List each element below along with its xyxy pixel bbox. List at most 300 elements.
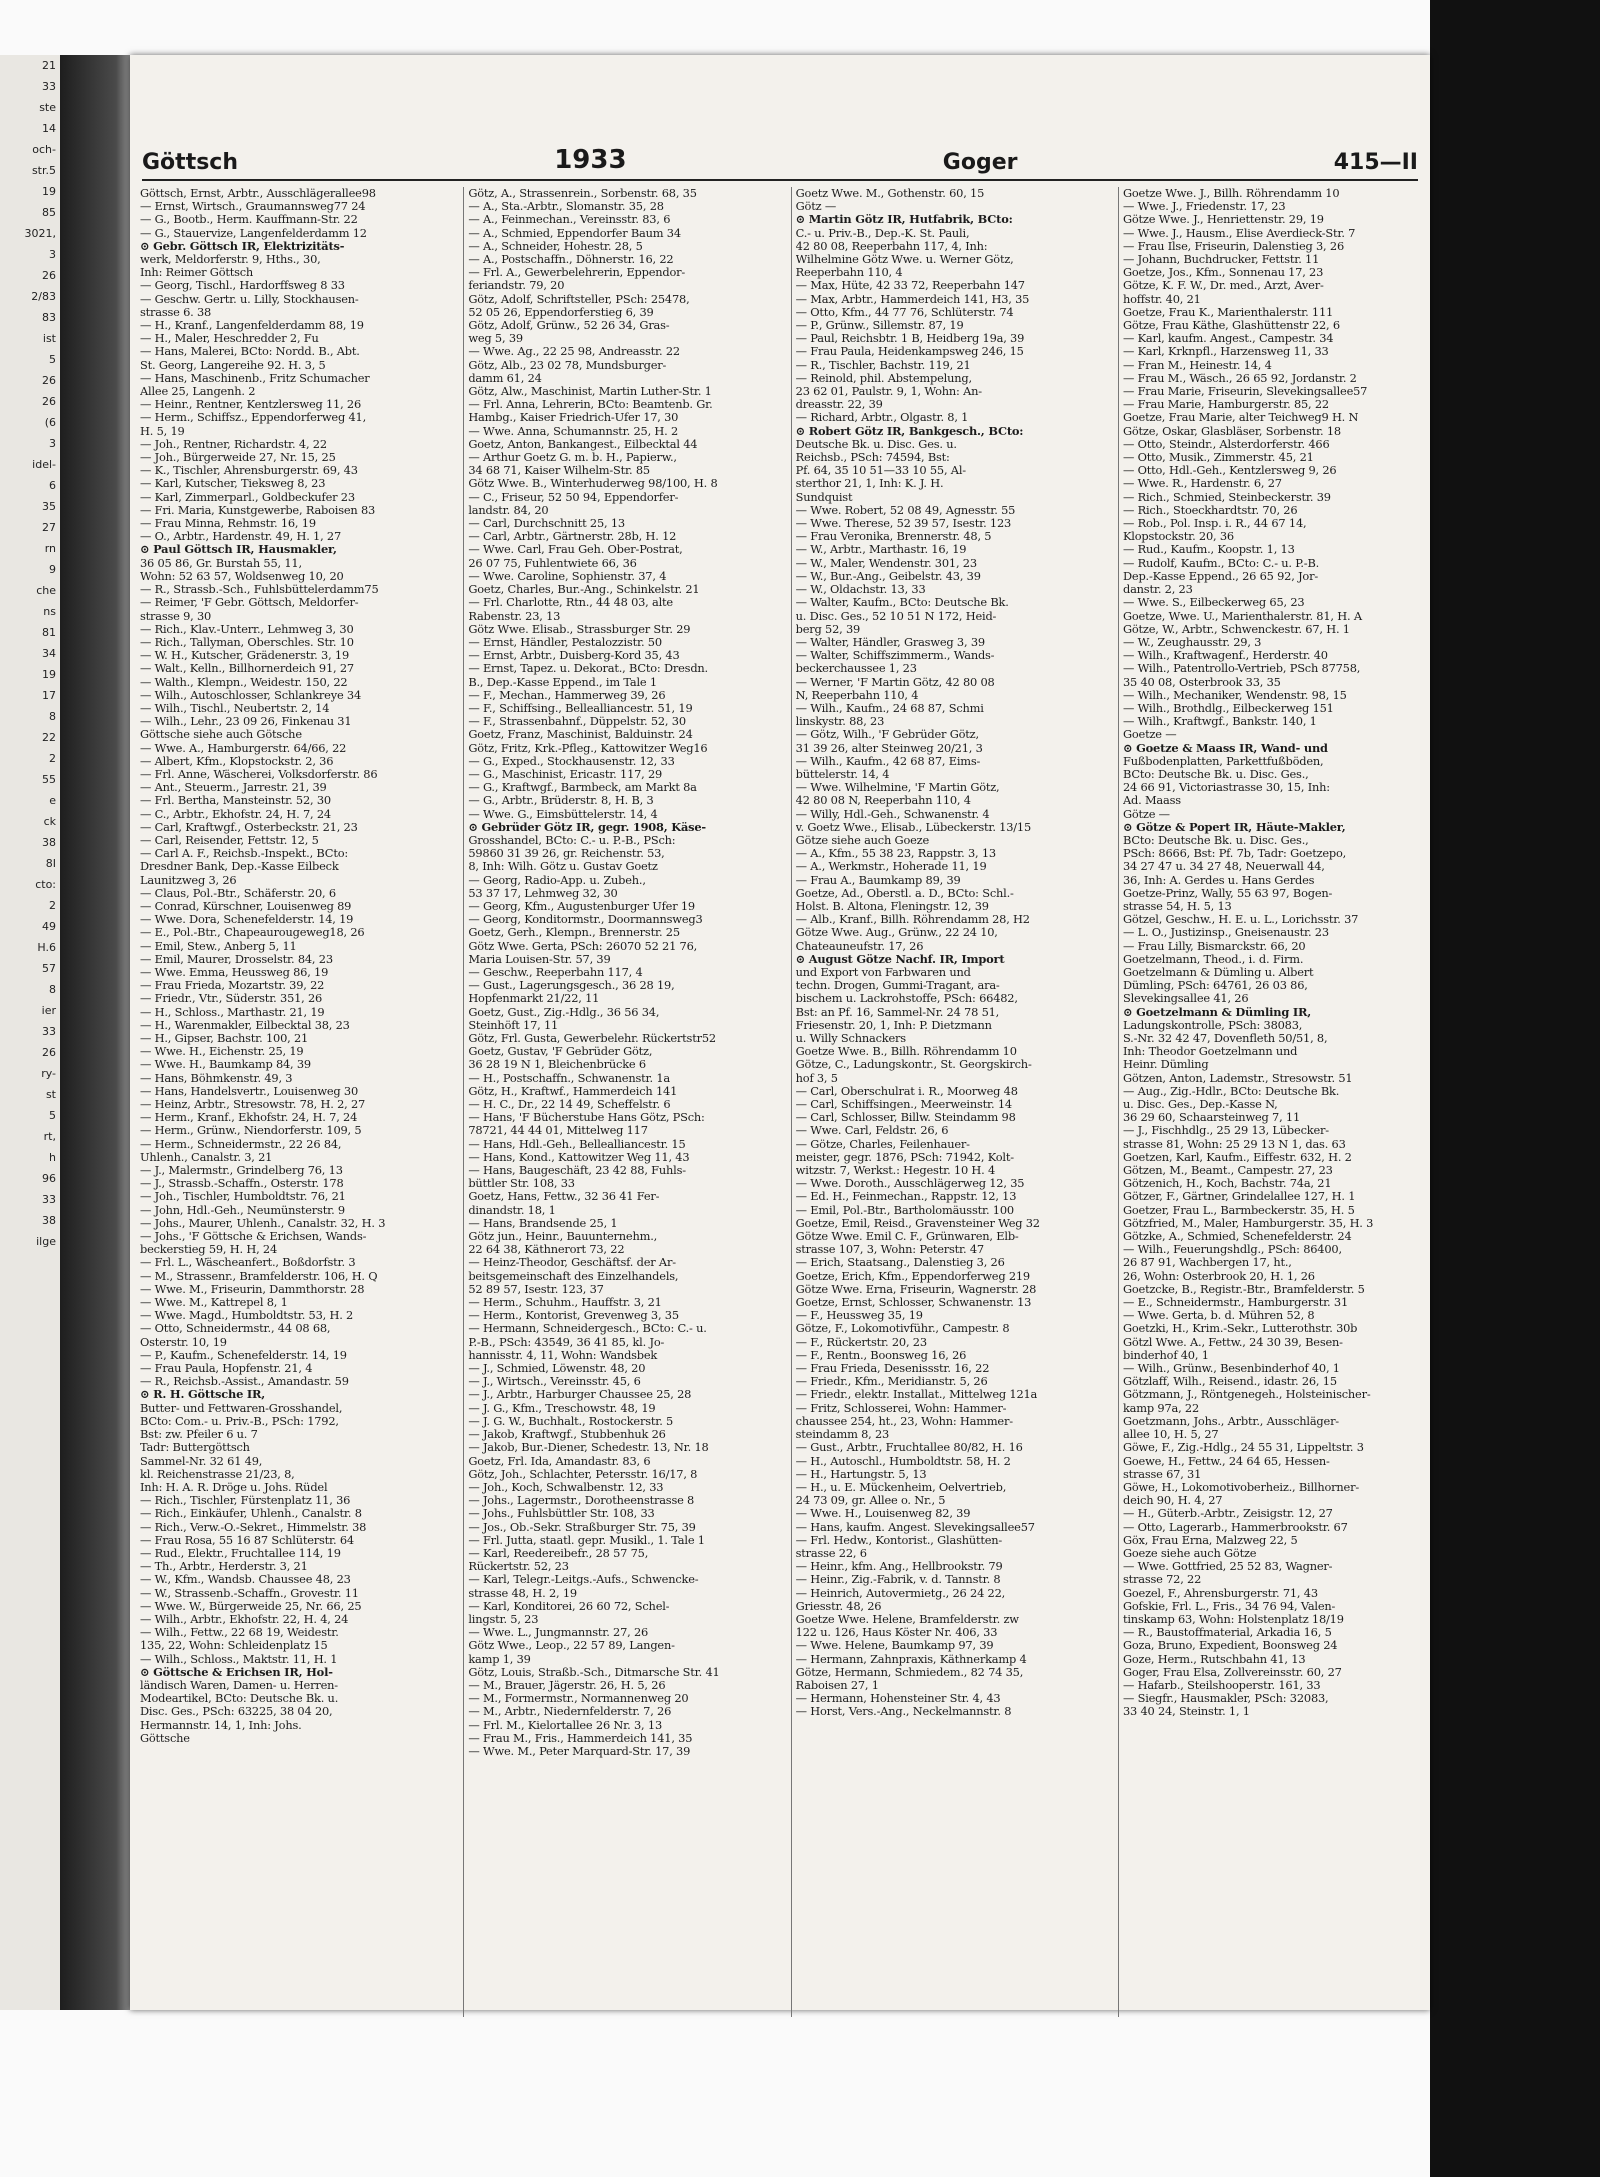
directory-page: [130, 55, 1430, 2010]
directory-entry: 31 39 26, alter Steinweg 20/21, 3: [795, 741, 983, 755]
directory-entry: — Karl, kaufm. Angest., Campestr. 34: [1122, 332, 1334, 346]
directory-entry: — Frl. Jutta, staatl. gepr. Musikl., 1. Tale 1: [468, 1533, 705, 1547]
directory-entry: Modeartikel, BCto: Deutsche Bk. u.: [140, 1692, 339, 1706]
directory-entry: — Wwe. H., Baumkamp 84, 39: [140, 1058, 311, 1072]
directory-entry: — A., Werkmstr., Hoherade 11, 19: [795, 860, 987, 874]
directory-entry: — Ed. H., Feinmechan., Rappstr. 12, 13: [795, 1190, 1017, 1204]
directory-entry: ⊙ Goetze & Maass IR, Wand- und: [1122, 741, 1328, 755]
margin-fragment: 6: [49, 479, 56, 492]
directory-entry: — W., Bur.-Ang., Geibelstr. 43, 39: [795, 569, 981, 583]
directory-entry: — Götze, Charles, Feilenhauer-: [795, 1137, 970, 1151]
directory-entry: allee 10, H. 5, 27: [1122, 1428, 1219, 1442]
directory-entry: — Johs., Lagermstr., Dorotheenstrasse 8: [468, 1494, 695, 1508]
directory-entry: — W., Kfm., Wandsb. Chaussee 48, 23: [140, 1573, 351, 1587]
directory-entry: — Ernst, Tapez. u. Dekorat., BCto: Dresdn.: [468, 662, 708, 676]
directory-entry: 26 87 91, Wachbergen 17, ht.,: [1122, 1256, 1292, 1270]
directory-entry: — W., Maler, Wendenstr. 301, 23: [795, 556, 977, 570]
directory-entry: — Hans, Baugeschäft, 23 42 88, Fuhls-: [468, 1164, 686, 1178]
directory-entry: — Hans, Hdl.-Geh., Bellealliancestr. 15: [468, 1137, 686, 1151]
directory-entry: — Erich, Staatsang., Dalenstieg 3, 26: [795, 1256, 1005, 1270]
directory-entry: steindamm 8, 23: [795, 1428, 890, 1442]
directory-entry: Götze siehe auch Goeze: [795, 833, 929, 847]
directory-entry: — Max, Arbtr., Hammerdeich 141, H3, 35: [795, 292, 1030, 306]
directory-entry: — Wilh., Fettw., 22 68 19, Weidestr.: [140, 1626, 339, 1640]
directory-entry: — Wilh., Kraftwagenf., Herderstr. 40: [1122, 649, 1328, 663]
directory-entry: — A., Postschaffn., Döhnerstr. 16, 22: [468, 253, 674, 267]
bottom-margin: [0, 2010, 1430, 2177]
directory-entry: Goetze Wwe. Helene, Bramfelderstr. zw: [795, 1612, 1019, 1626]
directory-entry: kl. Reichenstrasse 21/23, 8,: [140, 1467, 295, 1481]
directory-entry: — K., Tischler, Ahrensburgerstr. 69, 43: [140, 464, 358, 478]
directory-entry: — M., Arbtr., Niedernfelderstr. 7, 26: [468, 1705, 672, 1719]
directory-entry: Goetze, Ernst, Schlosser, Schwanenstr. 13: [795, 1296, 1032, 1310]
margin-fragment: 9: [49, 563, 56, 576]
directory-entry: — H., Hartungstr. 5, 13: [795, 1467, 927, 1481]
directory-entry: — R., Baustoffmaterial, Arkadia 16, 5: [1122, 1626, 1332, 1640]
directory-entry: Götzer, F., Gärtner, Grindelallee 127, H. 1: [1122, 1190, 1356, 1204]
directory-entry: — R., Strassb.-Sch., Fuhlsbüttelerdamm75: [140, 583, 379, 597]
directory-entry: — Herm., Schuhm., Hauffstr. 3, 21: [468, 1296, 662, 1310]
directory-entry: Götzke, A., Schmied, Schenefelderstr. 24: [1122, 1230, 1352, 1244]
directory-entry: beckerchaussee 1, 23: [795, 662, 917, 676]
directory-entry: bischem u. Lackrohstoffe, PSch: 66482,: [795, 992, 1018, 1006]
directory-entry: — Wwe. R., Hardenstr. 6, 27: [1122, 477, 1282, 491]
directory-entry: Steinhöft 17, 11: [468, 1018, 559, 1032]
directory-entry: — Wilh., Feuerungshdlg., PSch: 86400,: [1122, 1243, 1342, 1257]
directory-entry: — Emil, Pol.-Btr., Bartholomäusstr. 100: [795, 1203, 1014, 1217]
directory-entry: strasse 48, H. 2, 19: [468, 1586, 577, 1600]
directory-entry: Götz, Alb., 23 02 78, Mundsburger-: [468, 358, 667, 372]
directory-entry: Goetzcke, B., Registr.-Btr., Bramfelderstr. 5: [1122, 1282, 1365, 1296]
directory-entry: — Ernst, Arbtr., Duisberg-Kord 35, 43: [468, 649, 680, 663]
margin-fragment: 2: [49, 899, 56, 912]
directory-entry: Götz Wwe. Elisab., Strassburger Str. 29: [468, 622, 691, 636]
directory-entry: Götzen, M., Beamt., Campestr. 27, 23: [1122, 1164, 1333, 1178]
margin-fragment: 33: [42, 1193, 56, 1206]
margin-fragment: 14: [42, 122, 56, 135]
directory-entry: — Friedr., elektr. Installat., Mittelweg 121a: [795, 1388, 1038, 1402]
directory-entry: Götzfried, M., Maler, Hamburgerstr. 35, H. 3: [1122, 1216, 1374, 1230]
directory-entry: — Wwe. H., Louisenweg 82, 39: [795, 1507, 971, 1521]
directory-entry: Götz, Louis, Straßb.-Sch., Ditmarsche Str. 41: [468, 1665, 720, 1679]
margin-fragment: ist: [42, 332, 56, 345]
directory-entry: — E., Pol.-Btr., Chapeaurougeweg18, 26: [140, 926, 365, 940]
directory-entry: Rabenstr. 23, 13: [468, 609, 561, 623]
directory-entry: — Wwe. M., Peter Marquard-Str. 17, 39: [468, 1744, 691, 1758]
directory-entry: — Georg, Radio-App. u. Zubeh.,: [468, 873, 646, 887]
directory-entry: — Frl. A., Gewerbelehrerin, Eppendor-: [468, 266, 686, 280]
directory-entry: — Fritz, Schlosserei, Wohn: Hammer-: [795, 1401, 1007, 1415]
directory-entry: kamp 97a, 22: [1122, 1401, 1200, 1415]
directory-entry: — Emil, Stew., Anberg 5, 11: [140, 939, 297, 953]
directory-entry: strasse 107, 3, Wohn: Peterstr. 47: [795, 1243, 984, 1257]
directory-entry: Ad. Maass: [1122, 794, 1181, 808]
directory-entry: 36, Inh: A. Gerdes u. Hans Gerdes: [1122, 873, 1315, 887]
directory-entry: Goetzelmann, Theod., i. d. Firm.: [1122, 952, 1304, 966]
directory-entry: Tadr: Buttergöttsch: [140, 1441, 250, 1455]
header-year: 1933: [554, 145, 627, 175]
directory-entry: — A., Sta.-Arbtr., Slomanstr. 35, 28: [468, 200, 664, 214]
directory-entry: — J., Arbtr., Harburger Chaussee 25, 28: [468, 1388, 692, 1402]
directory-entry: damm 61, 24: [468, 371, 542, 385]
directory-entry: — Jakob, Kraftwgf., Stubbenhuk 26: [468, 1428, 666, 1442]
directory-entry: — Wilh., Autoschlosser, Schlankreye 34: [140, 688, 361, 702]
directory-entry: Goetzelmann & Dümling u. Albert: [1122, 965, 1314, 979]
margin-fragment: 85: [42, 206, 56, 219]
margin-fragment: 2/83: [31, 290, 56, 303]
directory-entry: — Otto, Hdl.-Geh., Kentzlersweg 9, 26: [1122, 464, 1337, 478]
directory-entry: — F., Mechan., Hammerweg 39, 26: [468, 688, 666, 702]
margin-fragment: 22: [42, 731, 56, 744]
directory-entry: Goetzki, H., Krim.-Sekr., Lutterothstr. 30b: [1122, 1322, 1358, 1336]
directory-entry: — Gust., Arbtr., Fruchtallee 80/82, H. 16: [795, 1441, 1023, 1455]
directory-entry: — M., Strassenr., Bramfelderstr. 106, H. Q: [140, 1269, 378, 1283]
directory-entry: — Frau Veronika, Brennerstr. 48, 5: [795, 530, 992, 544]
directory-entry: Hopfenmarkt 21/22, 11: [468, 992, 600, 1006]
directory-entry: — Wwe. Wilhelmine, 'F Martin Götz,: [795, 781, 1000, 795]
directory-entry: — Aug., Zig.-Hdlr., BCto: Deutsche Bk.: [1122, 1084, 1340, 1098]
directory-entry: — Hans, Brandsende 25, 1: [468, 1216, 618, 1230]
directory-entry: ⊙ Martin Götz IR, Hutfabrik, BCto:: [795, 213, 1013, 227]
directory-entry: — Siegfr., Hausmakler, PSch: 32083,: [1122, 1692, 1329, 1706]
directory-entry: — Frau Marie, Friseurin, Slevekingsallee57: [1122, 385, 1368, 399]
directory-entry: Wilhelmine Götz Wwe. u. Werner Götz,: [795, 253, 1014, 267]
top-margin: [0, 0, 1430, 55]
directory-entry: Launitzweg 3, 26: [140, 873, 237, 887]
directory-entry: — Wilh., Patentrollo-Vertrieb, PSch 87758,: [1122, 662, 1361, 676]
directory-entry: — Johs., Maurer, Uhlenh., Canalstr. 32, H. 3: [140, 1216, 386, 1230]
directory-entry: — Heinr., Rentner, Kentzlersweg 11, 26: [140, 398, 362, 412]
directory-entry: Fußbodenplatten, Parkettfußböden,: [1122, 754, 1324, 768]
margin-fragment: 17: [42, 689, 56, 702]
directory-entry: — Rich., Tallyman, Oberschles. Str. 10: [140, 635, 354, 649]
directory-entry: — Wilh., Arbtr., Ekhofstr. 22, H. 4, 24: [140, 1612, 349, 1626]
directory-entry: — Wwe. Carl, Feldstr. 26, 6: [795, 1124, 949, 1138]
directory-entry: 59860 31 39 26, gr. Reichenstr. 53,: [468, 847, 665, 861]
directory-entry: — Horst, Vers.-Ang., Neckelmannstr. 8: [795, 1705, 1012, 1719]
directory-entry: Götz, Adolf, Schriftsteller, PSch: 25478,: [468, 292, 690, 306]
directory-entry: ⊙ Goetzelmann & Dümling IR,: [1122, 1005, 1312, 1019]
directory-entry: — Willy, Hdl.-Geh., Schwanenstr. 4: [795, 807, 990, 821]
column-2: [463, 187, 771, 2017]
directory-entry: — Frau Frieda, Desenissstr. 16, 22: [795, 1362, 990, 1376]
margin-fragment: st: [45, 1088, 56, 1101]
directory-entry: Goetz, Frl. Ida, Amandastr. 83, 6: [468, 1454, 651, 1468]
directory-entry: — Wilh., Mechaniker, Wendenstr. 98, 15: [1122, 688, 1347, 702]
directory-entry: — Wwe. M., Kattrepel 8, 1: [140, 1296, 288, 1310]
directory-entry: hannisstr. 4, 11, Wohn: Wandsbek: [468, 1348, 658, 1362]
directory-entry: — Gust., Lagerungsgesch., 36 28 19,: [468, 979, 675, 993]
directory-entry: — Frau Frieda, Mozartstr. 39, 22: [140, 979, 325, 993]
directory-entry: und Export von Farbwaren und: [795, 965, 971, 979]
directory-entry: Götz, Alw., Maschinist, Martin Luther-Str. 1: [468, 385, 712, 399]
directory-entry: — M., Brauer, Jägerstr. 26, H. 5, 26: [468, 1678, 666, 1692]
directory-entry: — Hafarb., Steilshooperstr. 161, 33: [1122, 1678, 1321, 1692]
directory-entry: Götze, F., Lokomotivführ., Campestr. 8: [795, 1322, 1010, 1336]
directory-entry: 42 80 08 N, Reeperbahn 110, 4: [795, 794, 971, 808]
directory-entry: strasse 22, 6: [795, 1546, 867, 1560]
directory-entry: — M., Formermstr., Normannenweg 20: [468, 1692, 689, 1706]
directory-entry: — Arthur Goetz G. m. b. H., Papierw.,: [468, 451, 677, 465]
directory-entry: — Johs., 'F Göttsche & Erichsen, Wands-: [140, 1230, 367, 1244]
directory-entry: — Alb., Kranf., Billh. Röhrendamm 28, H2: [795, 913, 1030, 927]
directory-entry: — A., Kfm., 55 38 23, Rappstr. 3, 13: [795, 847, 996, 861]
directory-entry: Göx, Frau Erna, Malzweg 22, 5: [1122, 1533, 1298, 1547]
directory-entry: — Frau Ilse, Friseurin, Dalenstieg 3, 26: [1122, 239, 1344, 253]
directory-entry: — Carl, Kraftwgf., Osterbeckstr. 21, 23: [140, 820, 358, 834]
directory-entry: Maria Louisen-Str. 57, 39: [468, 952, 611, 966]
directory-entry: Götze, Frau Käthe, Glashüttenstr 22, 6: [1122, 319, 1340, 333]
directory-entry: St. Georg, Langereihe 92. H. 3, 5: [140, 358, 326, 372]
directory-entry: — Wwe. J., Hausm., Elise Averdieck-Str. 7: [1122, 226, 1356, 240]
directory-entry: Deutsche Bk. u. Disc. Ges. u.: [795, 437, 957, 451]
directory-entry: Wohn: 52 63 57, Woldsenweg 10, 20: [140, 569, 344, 583]
directory-entry: — H., Kranf., Langenfelderdamm 88, 19: [140, 319, 364, 333]
directory-entry: — F., Schiffsing., Bellealliancestr. 51, 19: [468, 701, 693, 715]
directory-entry: Götz, H., Kraftwf., Hammerdeich 141: [468, 1084, 678, 1098]
directory-entry: u. Willy Schnackers: [795, 1032, 906, 1045]
directory-entry: Slevekingsallee 41, 26: [1122, 992, 1249, 1006]
directory-entry: 122 u. 126, Haus Köster Nr. 406, 33: [795, 1626, 998, 1640]
directory-entry: — Otto, Steindr., Alsterdorferstr. 466: [1122, 437, 1330, 451]
directory-entry: — Jakob, Bur.-Diener, Schedestr. 13, Nr. 18: [468, 1441, 709, 1455]
directory-entry: — Werner, 'F Martin Götz, 42 80 08: [795, 675, 995, 689]
directory-entry: Gofskie, Frl. L., Fris., 34 76 94, Valen-: [1122, 1599, 1336, 1613]
directory-entry: 24 73 09, gr. Allee o. Nr., 5: [795, 1494, 946, 1508]
directory-entry: — Rich., Einkäufer, Uhlenh., Canalstr. 8: [140, 1507, 362, 1521]
directory-entry: berg 52, 39: [795, 622, 861, 636]
directory-entry: 26 07 75, Fuhlentwiete 66, 36: [468, 556, 637, 570]
directory-entry: — Joh., Tischler, Humboldtstr. 76, 21: [140, 1190, 346, 1204]
directory-entry: Hambg., Kaiser Friedrich-Ufer 17, 30: [468, 411, 679, 425]
directory-entry: Götze —: [1122, 807, 1170, 821]
directory-entry: Göwe, H., Lokomotivoberheiz., Billhorner-: [1122, 1480, 1359, 1494]
directory-entry: — Rud., Kaufm., Koopstr. 1, 13: [1122, 543, 1295, 557]
directory-entry: — Conrad, Kürschner, Louisenweg 89: [140, 899, 352, 913]
directory-entry: 26, Wohn: Osterbrook 20, H. 1, 26: [1122, 1269, 1315, 1283]
directory-entry: — Friedr., Kfm., Meridianstr. 5, 26: [795, 1375, 988, 1389]
directory-entry: 135, 22, Wohn: Schleidenplatz 15: [140, 1639, 328, 1653]
directory-entry: witzstr. 7, Werkst.: Hegestr. 10 H. 4: [795, 1164, 996, 1178]
directory-entry: Götze, C., Ladungskontr., St. Georgskirch-: [795, 1058, 1032, 1072]
directory-entry: Holst. B. Altona, Fleningstr. 12, 39: [795, 899, 989, 913]
directory-entry: Goetze, Erich, Kfm., Eppendorferweg 219: [795, 1269, 1030, 1283]
directory-entry: — G., Bootb., Herm. Kauffmann-Str. 22: [140, 213, 358, 227]
directory-entry: — Wilh., Kraftwgf., Bankstr. 140, 1: [1122, 715, 1317, 729]
directory-entry: Götz, Fritz, Krk.-Pfleg., Kattowitzer Weg16: [468, 741, 708, 755]
directory-entry: P.-B., PSch: 43549, 36 41 85, kl. Jo-: [468, 1335, 665, 1349]
directory-entry: — Walt., Kelln., Billhornerdeich 91, 27: [140, 662, 354, 676]
directory-entry: — Hans, Malerei, BCto: Nordd. B., Abt.: [140, 345, 360, 359]
directory-entry: — Geschw., Reeperbahn 117, 4: [468, 965, 643, 979]
margin-fragment: 38: [42, 1214, 56, 1227]
directory-entry: Inh: Reimer Göttsch: [140, 266, 254, 280]
directory-entry: Inh: H. A. R. Dröge u. Johs. Rüdel: [140, 1480, 328, 1494]
directory-entry: — Wwe. Caroline, Sophienstr. 37, 4: [468, 569, 667, 583]
margin-fragment: rt,: [43, 1130, 56, 1143]
directory-entry: lingstr. 5, 23: [468, 1612, 539, 1626]
directory-entry: ⊙ Robert Götz IR, Bankgesch., BCto:: [795, 424, 1024, 438]
directory-entry: — Wwe. Carl, Frau Geh. Ober-Postrat,: [468, 543, 683, 557]
directory-entry: 36 05 86, Gr. Burstah 55, 11,: [140, 556, 302, 570]
directory-entry: 53 37 17, Lehmweg 32, 30: [468, 886, 618, 900]
directory-entry: — F., Rentn., Boonsweg 16, 26: [795, 1348, 967, 1362]
directory-entry: — Wwe. G., Eimsbüttelerstr. 14, 4: [468, 807, 658, 821]
directory-entry: ⊙ Gebr. Göttsch IR, Elektrizitäts-: [140, 239, 345, 253]
directory-entry: Dümling, PSch: 64761, 26 03 86,: [1122, 979, 1308, 993]
directory-entry: — F., Heussweg 35, 19: [795, 1309, 923, 1323]
directory-entry: linskystr. 88, 23: [795, 715, 885, 729]
directory-entry: — Karl, Zimmerparl., Goldbeckufer 23: [140, 490, 355, 504]
directory-entry: — Hans, kaufm. Angest. Slevekingsallee57: [795, 1520, 1035, 1534]
directory-entry: — F., Rückertstr. 20, 23: [795, 1335, 927, 1349]
directory-entry: — Albert, Kfm., Klopstockstr. 2, 36: [140, 754, 334, 768]
directory-entry: — J., Fischhdlg., 25 29 13, Lübecker-: [1122, 1124, 1329, 1138]
directory-entry: werk, Meldorferstr. 9, Hths., 30,: [140, 253, 321, 267]
directory-entry: Goezel, F., Ahrensburgerstr. 71, 43: [1122, 1586, 1318, 1600]
directory-entry: Götzel, Geschw., H. E. u. L., Lorichsstr. 37: [1122, 913, 1359, 927]
directory-entry: Inh: Theodor Goetzelmann und: [1122, 1045, 1298, 1059]
directory-entry: — Heinz-Theodor, Geschäftsf. der Ar-: [468, 1256, 676, 1270]
directory-entry: Götze Wwe. Erna, Friseurin, Wagnerstr. 28: [795, 1282, 1037, 1296]
directory-entry: — F., Strassenbahnf., Düppelstr. 52, 30: [468, 715, 686, 729]
directory-entry: — Carl, Schlosser, Billw. Steindamm 98: [795, 1111, 1016, 1125]
directory-entry: — Ernst, Händler, Pestalozzistr. 50: [468, 635, 662, 649]
directory-entry: — R., Tischler, Bachstr. 119, 21: [795, 358, 971, 372]
directory-entry: — Hermann, Zahnpraxis, Käthnerkamp 4: [795, 1652, 1027, 1666]
directory-entry: — H., Güterb.-Arbtr., Zeisigstr. 12, 27: [1122, 1507, 1333, 1521]
directory-entry: Klopstockstr. 20, 36: [1122, 530, 1234, 544]
directory-entry: — C., Arbtr., Ekhofstr. 24, H. 7, 24: [140, 807, 331, 821]
directory-entry: Götz, Adolf, Grünw., 52 26 34, Gras-: [468, 319, 670, 333]
directory-entry: — Emil, Maurer, Drosselstr. 84, 23: [140, 952, 333, 966]
directory-entry: sterthor 21, 1, Inh: K. J. H.: [795, 477, 944, 491]
directory-entry: — Wwe. S., Eilbeckerweg 65, 23: [1122, 596, 1305, 610]
margin-fragment: 8I: [45, 857, 56, 870]
directory-entry: — Frau Minna, Rehmstr. 16, 19: [140, 517, 316, 531]
directory-entry: — Rich., Stoeckhardtstr. 70, 26: [1122, 503, 1298, 517]
directory-entry: Friesenstr. 20, 1, Inh: P. Dietzmann: [795, 1018, 992, 1032]
directory-entry: Goze, Herm., Rutschbahn 41, 13: [1122, 1652, 1306, 1666]
directory-entry: — Hans, 'F Bücherstube Hans Götz, PSch:: [468, 1111, 705, 1125]
directory-entry: Götz, Joh., Schlachter, Petersstr. 16/17, 8: [468, 1467, 698, 1481]
directory-entry: Götze Wwe. Aug., Grünw., 22 24 10,: [795, 926, 998, 940]
margin-fragment: che: [36, 584, 56, 597]
directory-entry: — Georg, Konditormstr., Doormannsweg3: [468, 913, 703, 927]
directory-entry: Grosshandel, BCto: C.- u. P.-B., PSch:: [468, 833, 676, 847]
directory-entry: Göwe, F., Zig.-Hdlg., 24 55 31, Lippeltstr. 3: [1122, 1441, 1364, 1455]
directory-entry: Goetz, Charles, Bur.-Ang., Schinkelstr. 21: [468, 583, 700, 597]
directory-entry: — Karl, Krknpfl., Harzensweg 11, 33: [1122, 345, 1329, 359]
directory-entry: BCto: Deutsche Bk. u. Disc. Ges.,: [1122, 833, 1309, 847]
directory-entry: Götz, A., Strassenrein., Sorbenstr. 68, 35: [468, 187, 697, 200]
directory-entry: 52 05 26, Eppendorferstieg 6, 39: [468, 305, 654, 319]
directory-entry: 36 28 19 N 1, Bleichenbrücke 6: [468, 1058, 646, 1072]
margin-fragment: ry-: [41, 1067, 56, 1080]
margin-fragment: 21: [42, 59, 56, 72]
margin-fragment: str.5: [31, 164, 56, 177]
directory-entry: — Carl, Oberschulrat i. R., Moorweg 48: [795, 1084, 1018, 1098]
directory-entry: 35 40 08, Osterbrook 33, 35: [1122, 675, 1281, 689]
directory-entry: Butter- und Fettwaren-Grosshandel,: [140, 1401, 343, 1415]
page-number: 415—II: [1333, 150, 1418, 175]
margin-fragment: cto:: [35, 878, 56, 891]
margin-fragment: 3: [49, 437, 56, 450]
directory-entry: beckerstieg 59, H. H, 24: [140, 1243, 277, 1257]
directory-entry: — Wwe. M., Friseurin, Dammthorstr. 28: [140, 1282, 365, 1296]
directory-entry: — Frau Lilly, Bismarckstr. 66, 20: [1122, 939, 1306, 953]
directory-entry: — W., Oldachstr. 13, 33: [795, 583, 926, 597]
margin-fragment: 33: [42, 1025, 56, 1038]
directory-entry: — Joh., Koch, Schwalbenstr. 12, 33: [468, 1480, 664, 1494]
directory-entry: Reichsb., PSch: 74594, Bst:: [795, 451, 950, 465]
directory-entry: Göttsche: [140, 1731, 190, 1745]
directory-entry: 23 62 01, Paulstr. 9, 1, Wohn: An-: [795, 385, 982, 399]
margin-fragment: 57: [42, 962, 56, 975]
directory-entry: — G., Kraftwgf., Barmbeck, am Markt 8a: [468, 781, 697, 795]
directory-entry: Goetze, Frau K., Marienthalerstr. 111: [1122, 305, 1334, 319]
directory-entry: — G., Arbtr., Brüderstr. 8, H. B, 3: [468, 794, 654, 808]
directory-entry: Goetze Wwe. J., Billh. Röhrendamm 10: [1122, 187, 1340, 200]
directory-entry: — J., Strassb.-Schaffn., Osterstr. 178: [140, 1177, 344, 1191]
directory-entry: — Wwe. W., Bürgerweide 25, Nr. 66, 25: [140, 1599, 362, 1613]
directory-entry: u. Disc. Ges., 52 10 51 N 172, Heid-: [795, 609, 997, 623]
directory-entry: — Wilh., Lehr., 23 09 26, Finkenau 31: [140, 715, 352, 729]
directory-entry: Götz, Frl. Gusta, Gewerbelehr. Rückertstr52: [468, 1032, 716, 1045]
directory-entry: — Frl. Charlotte, Rtn., 44 48 03, alte: [468, 596, 673, 610]
directory-entry: danstr. 2, 23: [1122, 583, 1193, 597]
directory-entry: 52 89 57, Isestr. 123, 37: [468, 1282, 604, 1296]
page-header: [142, 129, 1418, 181]
directory-entry: — Wwe. Robert, 52 08 49, Agnesstr. 55: [795, 503, 1016, 517]
book-gutter: [60, 55, 140, 2015]
directory-entry: — Frl. L., Wäscheanfert., Boßdorfstr. 3: [140, 1256, 356, 1270]
header-right-name: Goger: [942, 150, 1018, 175]
directory-entry: chaussee 254, ht., 23, Wohn: Hammer-: [795, 1414, 1013, 1428]
directory-entry: ⊙ Götze & Popert IR, Häute-Makler,: [1122, 820, 1346, 834]
directory-entry: — H., Warenmakler, Eilbecktal 38, 23: [140, 1018, 350, 1032]
directory-entry: ⊙ Göttsche & Erichsen IR, Hol-: [140, 1665, 333, 1679]
directory-entry: ⊙ August Götze Nachf. IR, Import: [795, 952, 1005, 966]
directory-entry: Götze Wwe. Emil C. F., Grünwaren, Elb-: [795, 1230, 1019, 1244]
directory-entry: — H., Autoschl., Humboldtstr. 58, H. 2: [795, 1454, 1011, 1468]
directory-entry: — Wwe. Gerta, b. d. Mühren 52, 8: [1122, 1309, 1315, 1323]
directory-entry: Goetze, Jos., Kfm., Sonnenau 17, 23: [1122, 266, 1324, 280]
directory-entry: Disc. Ges., PSch: 63225, 38 04 20,: [140, 1705, 333, 1719]
directory-entry: — Joh., Rentner, Richardstr. 4, 22: [140, 437, 327, 451]
directory-entry: Götz —: [795, 200, 837, 214]
directory-entry: — Hans, Maschinenb., Fritz Schumacher: [140, 371, 370, 385]
directory-entry: Goetz, Hans, Fettw., 32 36 41 Fer-: [468, 1190, 660, 1204]
directory-entry: — John, Hdl.-Geh., Neumünsterstr. 9: [140, 1203, 345, 1217]
directory-entry: 24 66 91, Victoriastrasse 30, 15, Inh:: [1122, 781, 1330, 795]
directory-entry: — Wwe. Gottfried, 25 52 83, Wagner-: [1122, 1560, 1333, 1574]
directory-entry: — Frau Paula, Hopfenstr. 21, 4: [140, 1362, 313, 1376]
directory-entry: H. 5, 19: [140, 424, 185, 438]
directory-entry: — G., Stauervize, Langenfelderdamm 12: [140, 226, 367, 240]
margin-fragment: 5: [49, 353, 56, 366]
directory-entry: u. Disc. Ges., Dep.-Kasse N,: [1122, 1098, 1278, 1112]
directory-entry: büttler Str. 108, 33: [468, 1177, 575, 1191]
directory-entry: — Ant., Steuerm., Jarrestr. 21, 39: [140, 781, 327, 795]
directory-entry: — Carl, Arbtr., Gärtnerstr. 28b, H. 12: [468, 530, 677, 544]
margin-fragment: 81: [42, 626, 56, 639]
directory-entry: Dresdner Bank, Dep.-Kasse Eilbeck: [140, 860, 339, 874]
directory-entry: — Karl, Konditorei, 26 60 72, Schel-: [468, 1599, 670, 1613]
directory-entry: Allee 25, Langenh. 2: [140, 385, 256, 399]
directory-entry: 42 80 08, Reeperbahn 117, 4, Inh:: [795, 239, 988, 253]
margin-fragment: 26: [42, 395, 56, 408]
